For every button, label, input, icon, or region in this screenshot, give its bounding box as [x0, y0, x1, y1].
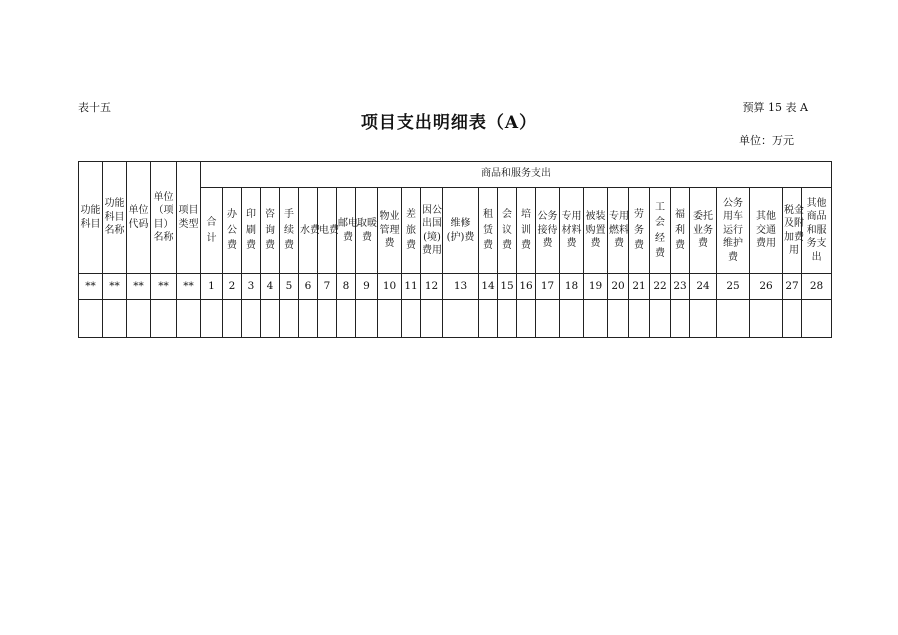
- header-item-13: 维修(护)费: [443, 188, 479, 274]
- empty-cell: [261, 300, 280, 338]
- header-item-27: 税金及附加费用: [783, 188, 802, 274]
- header-item-9: 取暖费: [356, 188, 378, 274]
- budget-form-code: 预算 15 表 A: [742, 101, 808, 114]
- header-item-16: 培训费: [517, 188, 536, 274]
- header-item-14: 租赁费: [479, 188, 498, 274]
- empty-cell: [127, 300, 151, 338]
- empty-cell: [201, 300, 223, 338]
- empty-cell: [690, 300, 717, 338]
- empty-cell: [280, 300, 299, 338]
- empty-cell: [560, 300, 584, 338]
- column-number-cell: 9: [356, 274, 378, 300]
- header-item-1: 合计: [201, 188, 223, 274]
- column-number-cell: 10: [378, 274, 402, 300]
- empty-cell: [402, 300, 421, 338]
- column-number-cell: 4: [261, 274, 280, 300]
- column-number-cell: 27: [783, 274, 802, 300]
- empty-cell: [517, 300, 536, 338]
- column-number-cell: 28: [802, 274, 832, 300]
- empty-cell: [356, 300, 378, 338]
- empty-cell: [802, 300, 832, 338]
- empty-cell: [536, 300, 560, 338]
- column-number-cell: 20: [608, 274, 629, 300]
- page-title: 项目支出明细表（A）: [360, 113, 538, 133]
- header-item-11: 差旅费: [402, 188, 421, 274]
- header-item-25: 公务用车运行维护费: [717, 188, 750, 274]
- empty-cell: [443, 300, 479, 338]
- header-item-7: 电费: [318, 188, 337, 274]
- column-number-cell: 13: [443, 274, 479, 300]
- column-number-cell: 8: [337, 274, 356, 300]
- column-number-cell: 22: [650, 274, 671, 300]
- header-item-23: 福利费: [671, 188, 690, 274]
- column-number-cell: 15: [498, 274, 517, 300]
- empty-cell: [79, 300, 103, 338]
- empty-cell: [223, 300, 242, 338]
- column-number-cell: 25: [717, 274, 750, 300]
- header-item-4: 咨询费: [261, 188, 280, 274]
- column-number-cell: 21: [629, 274, 650, 300]
- column-number-cell: 6: [299, 274, 318, 300]
- empty-cell: [177, 300, 201, 338]
- empty-cell: [671, 300, 690, 338]
- header-unit-project-name: 单位（项目）名称: [151, 162, 177, 274]
- expenditure-table: [78, 161, 832, 338]
- column-number-cell: 1: [201, 274, 223, 300]
- header-item-2: 办公费: [223, 188, 242, 274]
- empty-cell: [479, 300, 498, 338]
- column-number-cell: 11: [402, 274, 421, 300]
- header-item-24: 委托业务费: [690, 188, 717, 274]
- empty-cell: [650, 300, 671, 338]
- header-item-28: 其他商品和服务支出: [802, 188, 832, 274]
- column-number-cell: 24: [690, 274, 717, 300]
- empty-cell: [608, 300, 629, 338]
- header-item-6: 水费: [299, 188, 318, 274]
- column-number-cell: 18: [560, 274, 584, 300]
- code-mark-cell: **: [79, 274, 103, 300]
- empty-cell: [629, 300, 650, 338]
- column-number-cell: 7: [318, 274, 337, 300]
- column-number-cell: 17: [536, 274, 560, 300]
- empty-cell: [783, 300, 802, 338]
- empty-data-row: [79, 300, 832, 338]
- empty-cell: [103, 300, 127, 338]
- column-number-cell: 12: [421, 274, 443, 300]
- code-mark-cell: **: [177, 274, 201, 300]
- empty-cell: [337, 300, 356, 338]
- column-number-cell: 26: [750, 274, 783, 300]
- header-unit-code: 单位代码: [127, 162, 151, 274]
- header-item-15: 会议费: [498, 188, 517, 274]
- empty-cell: [498, 300, 517, 338]
- code-mark-cell: **: [127, 274, 151, 300]
- empty-cell: [584, 300, 608, 338]
- header-item-26: 其他交通费用: [750, 188, 783, 274]
- empty-cell: [151, 300, 177, 338]
- empty-cell: [421, 300, 443, 338]
- empty-cell: [378, 300, 402, 338]
- header-function-subject: 功能科目: [79, 162, 103, 274]
- column-number-cell: 2: [223, 274, 242, 300]
- empty-cell: [750, 300, 783, 338]
- empty-cell: [717, 300, 750, 338]
- header-item-12: 因公出国(境)费用: [421, 188, 443, 274]
- header-goods-services-group: 商品和服务支出: [201, 162, 832, 188]
- header-item-18: 专用材料费: [560, 188, 584, 274]
- header-item-8: 邮电费: [337, 188, 356, 274]
- column-number-cell: 19: [584, 274, 608, 300]
- header-item-17: 公务接待费: [536, 188, 560, 274]
- empty-cell: [242, 300, 261, 338]
- column-number-cell: 16: [517, 274, 536, 300]
- header-item-19: 被装购置费: [584, 188, 608, 274]
- column-number-cell: 5: [280, 274, 299, 300]
- column-number-cell: 23: [671, 274, 690, 300]
- table-number-label: 表十五: [78, 101, 111, 114]
- empty-cell: [299, 300, 318, 338]
- header-item-20: 专用燃料费: [608, 188, 629, 274]
- header-item-5: 手续费: [280, 188, 299, 274]
- column-number-cell: 3: [242, 274, 261, 300]
- header-item-22: 工会经费: [650, 188, 671, 274]
- header-function-subject-name: 功能科目名称: [103, 162, 127, 274]
- header-item-10: 物业管理费: [378, 188, 402, 274]
- header-project-type: 项目类型: [177, 162, 201, 274]
- code-mark-cell: **: [151, 274, 177, 300]
- code-mark-cell: **: [103, 274, 127, 300]
- header-item-21: 劳务费: [629, 188, 650, 274]
- header-item-3: 印刷费: [242, 188, 261, 274]
- empty-cell: [318, 300, 337, 338]
- column-number-cell: 14: [479, 274, 498, 300]
- unit-label: 单位：万元: [739, 134, 794, 147]
